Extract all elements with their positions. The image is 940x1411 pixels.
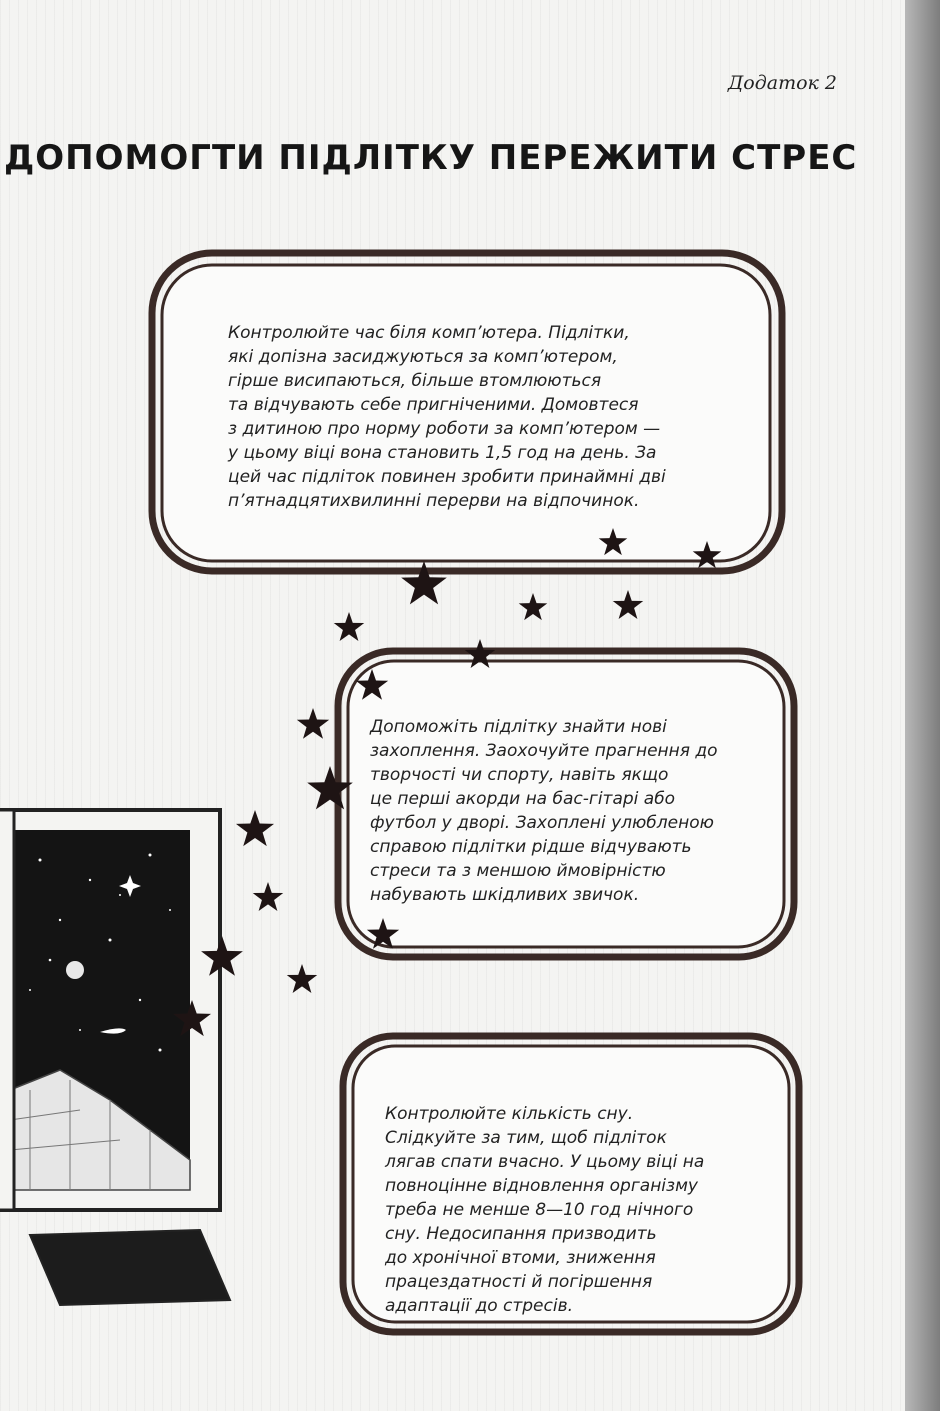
tip-text-sleep: Контролюйте кількість сну. Слідкуйте за тим, щоб підліток лягав спати вчасно. У цьому віці на повноцінне відновлення організму треба не менше 8—10 год нічного сну. Недосипання призводить до хронічної втоми, зниження працездатності й погіршення адаптації до стресів. [385,1104,705,1316]
star-icon [334,612,364,641]
star-icon [297,708,329,739]
tip-card-sleep [335,1030,805,1340]
page-title: ДОПОМОГТИ ПІДЛІТКУ ПЕРЕЖИТИ СТРЕС [4,138,858,178]
tip-text-hobbies: Допоможіть підлітку знайти нові захоплення. Заохочуйте прагнення до творчості чи спорту, навіть якщо це перші акорди на бас-гітарі або футбол у дворі. Захоплені улюбленою справою підлітки рідше відчувають стреси та з меншою ймовірністю набувають шкідливих звичок. [370,717,718,905]
tip-card-computer-time [140,245,790,580]
star-icon [613,590,643,619]
star-icon [287,964,317,993]
tip-text-computer-time: Контролюйте час біля комп’ютера. Підлітки, які допізна засиджуються за комп’ютером, гірше висипаються, більше втомлюються та відчувають себе пригніченими. Домовтеся з дитиною про норму роботи за комп’ютером — у цьому віці вона становить 1,5 год на день. За цей час підліток повинен зробити принаймні дві п’ятнадцятихвилинні перерви на відпочинок. [228,323,666,511]
appendix-label: Додаток 2 [727,72,837,94]
tip-card-hobbies [330,645,800,965]
doorway-illustration [0,800,240,1320]
star-icon [253,882,283,911]
star-icon [519,593,548,620]
star-icon [236,810,274,846]
page-edge [905,0,940,1411]
